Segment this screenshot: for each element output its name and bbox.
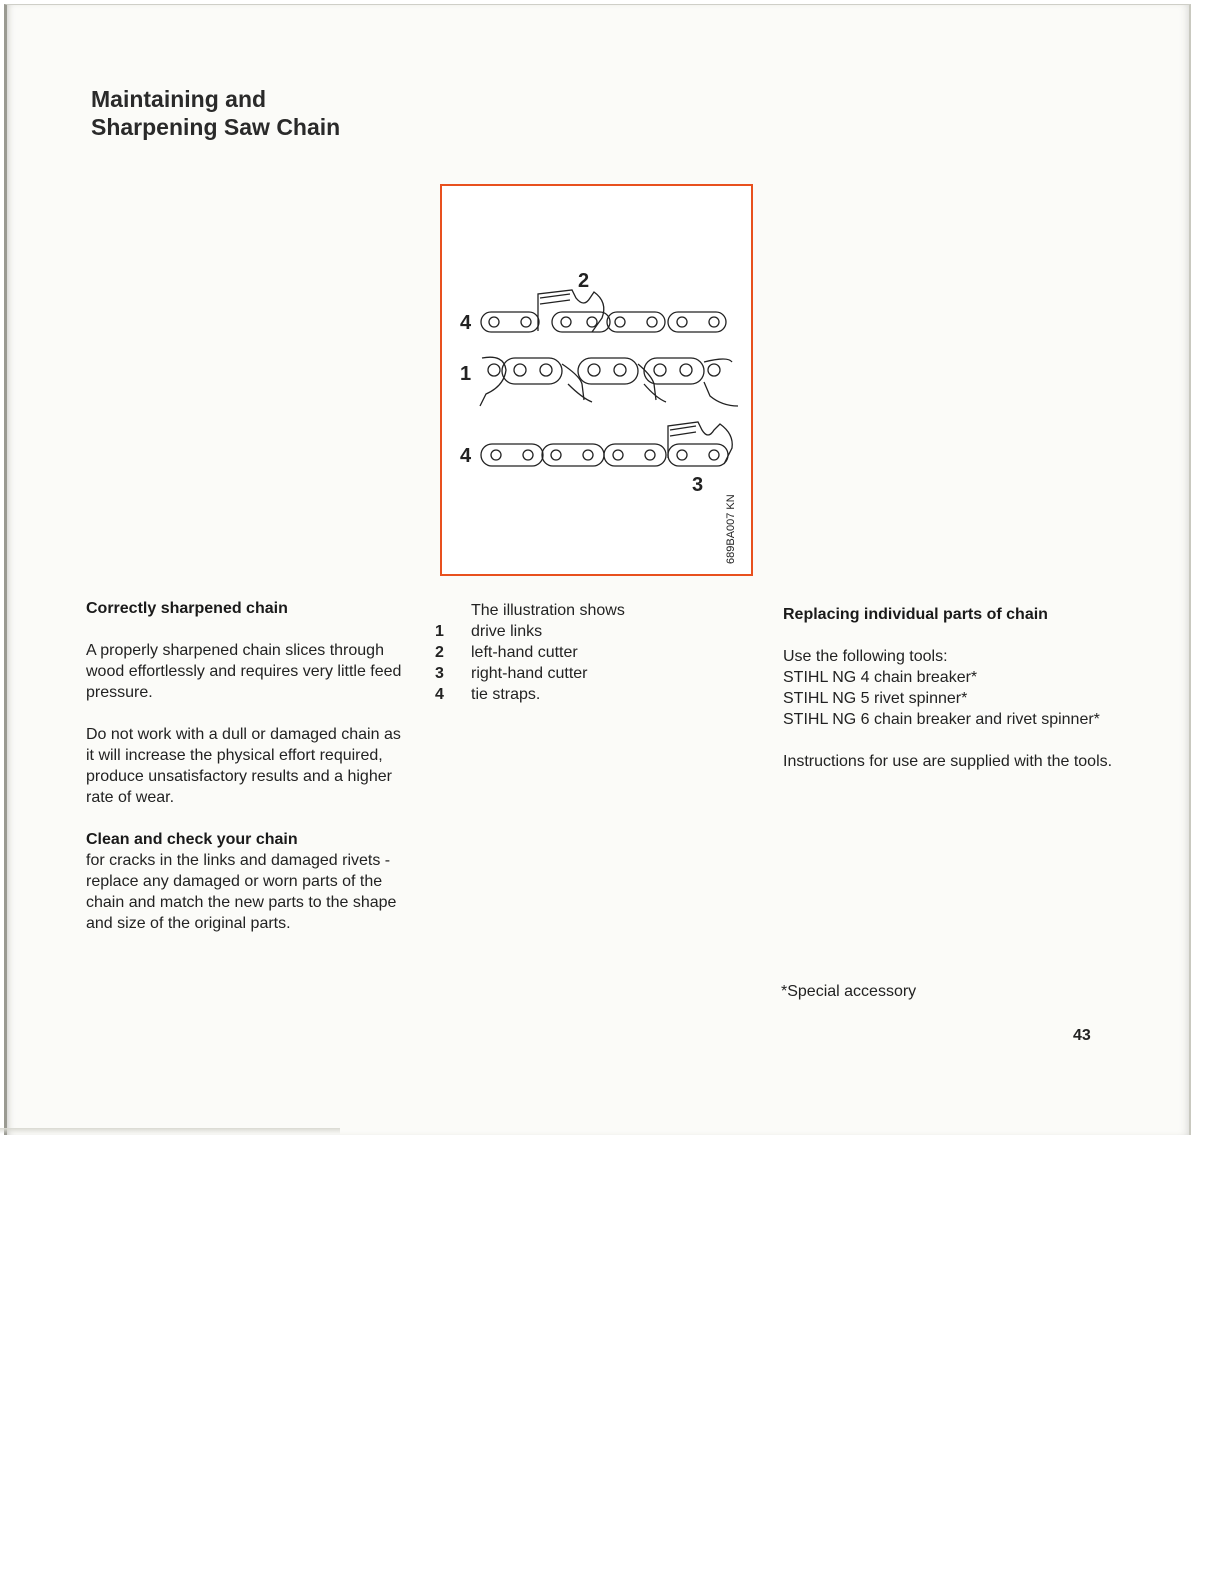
legend-number: 1	[435, 623, 444, 640]
heading-replacing-parts: Replacing individual parts of chain	[783, 606, 1048, 623]
column-left	[86, 598, 406, 934]
legend-item	[435, 621, 725, 642]
page-title	[91, 85, 340, 141]
legend-intro: The illustration shows	[471, 602, 625, 619]
paragraph-dull-chain-warning: Do not work with a dull or damaged chain as it will increase the physical effort required, produce unsatisfactory results and a higher rate of wear.	[86, 726, 401, 806]
legend-text: drive links	[471, 623, 543, 640]
legend-text: tie straps.	[471, 686, 541, 703]
paragraph-check-cracks: for cracks in the links and damaged rivets -	[86, 852, 391, 869]
chain-row-middle	[480, 357, 738, 406]
title-line-1: Maintaining and	[91, 86, 267, 112]
paragraph-instructions: Instructions for use are supplied with the tools.	[783, 753, 1113, 770]
title-line-2: Sharpening Saw Chain	[91, 114, 341, 140]
column-middle	[435, 600, 725, 705]
callout-right-hand-cutter: 3	[692, 474, 704, 496]
tools-intro: Use the following tools:	[783, 648, 948, 665]
legend-text: right-hand cutter	[471, 665, 588, 682]
paragraph-properly-sharpened: A properly sharpened chain slices through wood effortlessly and requires very little feed pressure.	[86, 642, 402, 701]
callout-tie-strap-bottom: 4	[460, 445, 472, 467]
legend-number: 2	[435, 644, 444, 661]
tool-item: STIHL NG 4 chain breaker*	[783, 669, 978, 686]
legend-text: left-hand cutter	[471, 644, 578, 661]
tool-item: STIHL NG 5 rivet spinner*	[783, 690, 968, 707]
legend-item	[435, 684, 725, 705]
chain-illustration	[440, 184, 753, 576]
legend-item	[435, 642, 725, 663]
footnote: *Special accessory	[781, 983, 917, 1000]
chain-row-bottom	[481, 444, 728, 466]
legend-item	[435, 663, 725, 684]
figure-code: 689BA007 KN	[725, 494, 737, 564]
legend-number: 3	[435, 665, 444, 682]
page-bottom-edge	[0, 1128, 340, 1134]
legend-number: 4	[435, 686, 444, 703]
callout-drive-link: 1	[460, 363, 472, 385]
column-right	[783, 604, 1113, 772]
paragraph-replace-parts: replace any damaged or worn parts of the chain and match the new parts to the shape and size of the original parts.	[86, 873, 397, 932]
callout-left-hand-cutter: 2	[578, 270, 590, 292]
heading-correctly-sharpened: Correctly sharpened chain	[86, 600, 288, 617]
chain-diagram	[442, 186, 751, 574]
callout-tie-strap-top: 4	[460, 312, 472, 334]
heading-clean-check: Clean and check your chain	[86, 831, 298, 848]
left-hand-cutter	[538, 290, 604, 332]
page-number: 43	[1073, 1027, 1091, 1044]
tool-item: STIHL NG 6 chain breaker and rivet spinner*	[783, 711, 1100, 728]
